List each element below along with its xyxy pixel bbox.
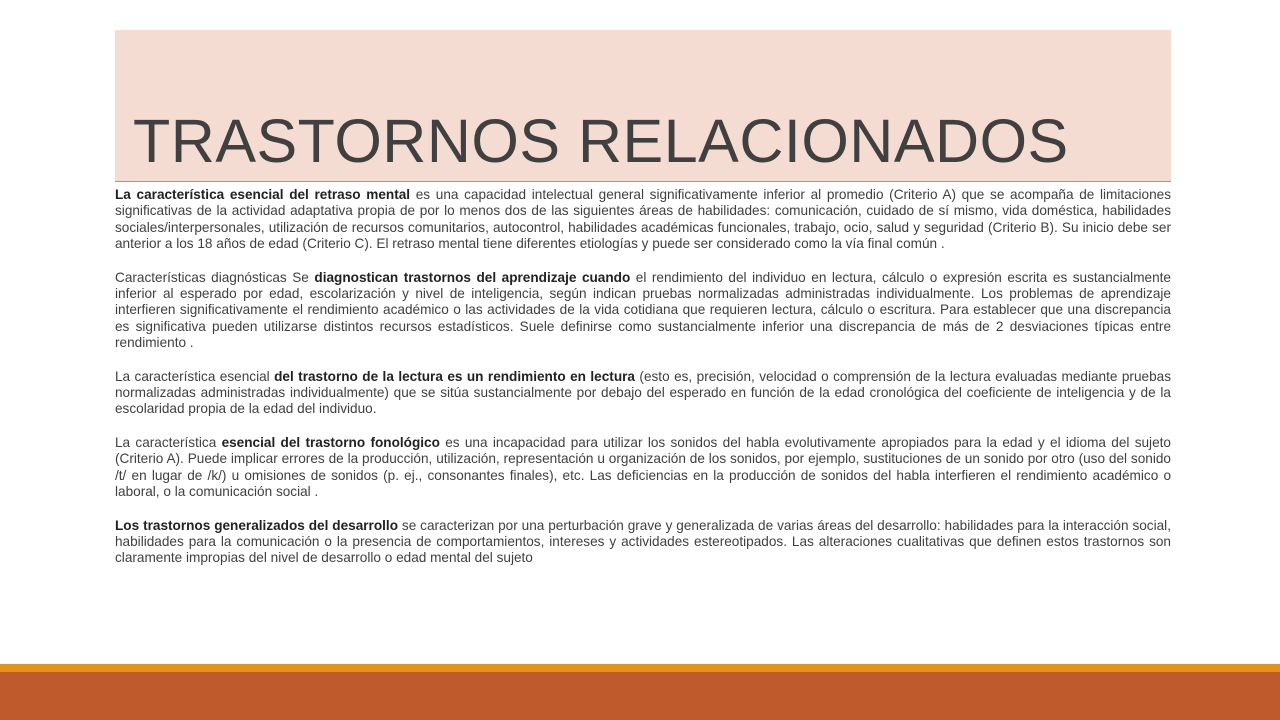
slide-title: TRASTORNOS RELACIONADOS xyxy=(133,107,1069,175)
paragraph-bold: esencial del trastorno fonológico xyxy=(221,434,440,450)
paragraph-lead: Características diagnósticas Se xyxy=(115,269,315,285)
footer-band xyxy=(0,672,1280,720)
paragraph-lead: La característica esencial xyxy=(115,368,275,384)
slide-body xyxy=(115,187,1171,584)
paragraph-bold: del trastorno de la lectura es un rendimiento en lectura xyxy=(274,368,635,384)
paragraph-fonologico xyxy=(115,435,1171,501)
paragraph-rest: es una incapacidad para utilizar los sonidos del habla evolutivamente apropiados para la edad y el idioma del sujeto (Criterio A). Puede implicar errores de la producción, utilización, representación u organización de los sonidos, por ejemplo, sustituciones de un sonido por otro (uso del sonido /t/ en lugar de /k/) u omisiones de sonidos (p. ej., consonantes finales), etc. Las deficiencias en la producción de sonidos del habla interfieren el rendimiento académico o laboral, o la comunicación social . xyxy=(115,434,1171,500)
paragraph-lead: La característica xyxy=(115,434,222,450)
paragraph-bold: diagnostican trastornos del aprendizaje cuando xyxy=(314,269,631,285)
title-divider xyxy=(115,181,1171,182)
paragraph-bold: Los trastornos generalizados del desarrollo xyxy=(115,517,399,533)
footer-accent-stripe xyxy=(0,664,1280,672)
paragraph-rest: se caracterizan por una perturbación grave y generalizada de varias áreas del desarrollo: habilidades para la interacción social, habilidades para la comunicación o la presencia de comportamientos, intereses y actividades estereotipados. Las alteraciones cualitativas que definen estos trastornos son claramente impropias del nivel de desarrollo o edad mental del sujeto xyxy=(115,517,1171,566)
paragraph-rest: es una capacidad intelectual general significativamente inferior al promedio (Criterio A) que se acompaña de limitaciones significativas de la actividad adaptativa propia de por lo menos dos de las siguientes áreas de habilidades: comunicación, cuidado de sí mismo, vida doméstica, habilidades sociales/interpersonales, utilización de recursos comunitarios, autocontrol, habilidades académicas funcionales, trabajo, ocio, salud y seguridad (Criterio B). Su inicio debe ser anterior a los 18 años de edad (Criterio C). El retraso mental tiene diferentes etiologías y puede ser considerado como la vía final común . xyxy=(115,187,1171,252)
paragraph-bold: La característica esencial del retraso mental xyxy=(115,187,411,202)
paragraph-aprendizaje xyxy=(115,270,1171,352)
paragraph-retraso-mental xyxy=(115,187,1171,253)
paragraph-generalizados xyxy=(115,518,1171,567)
paragraph-rest: (esto es, precisión, velocidad o comprensión de la lectura evaluadas mediante pruebas normalizadas administradas individualmente) que se sitúa sustancialmente por debajo del esperado en función de la edad cronológica del coeficiente de inteligencia y de la escolaridad propia de la edad del individuo. xyxy=(115,368,1171,417)
paragraph-lectura xyxy=(115,369,1171,418)
paragraph-rest: el rendimiento del individuo en lectura, cálculo o expresión escrita es sustancialmente inferior al esperado por edad, escolarización y nivel de inteligencia, según indican pruebas normalizadas administradas individualmente. Los problemas de aprendizaje interfieren significativamente el rendimiento académico o las actividades de la vida cotidiana que requieren lectura, cálculo o escritura. Para establecer que una discrepancia es significativa pueden utilizarse distintos recursos estadísticos. Suele definirse como sustancialmente inferior una discrepancia de más de 2 desviaciones típicas entre rendimiento . xyxy=(115,269,1171,351)
